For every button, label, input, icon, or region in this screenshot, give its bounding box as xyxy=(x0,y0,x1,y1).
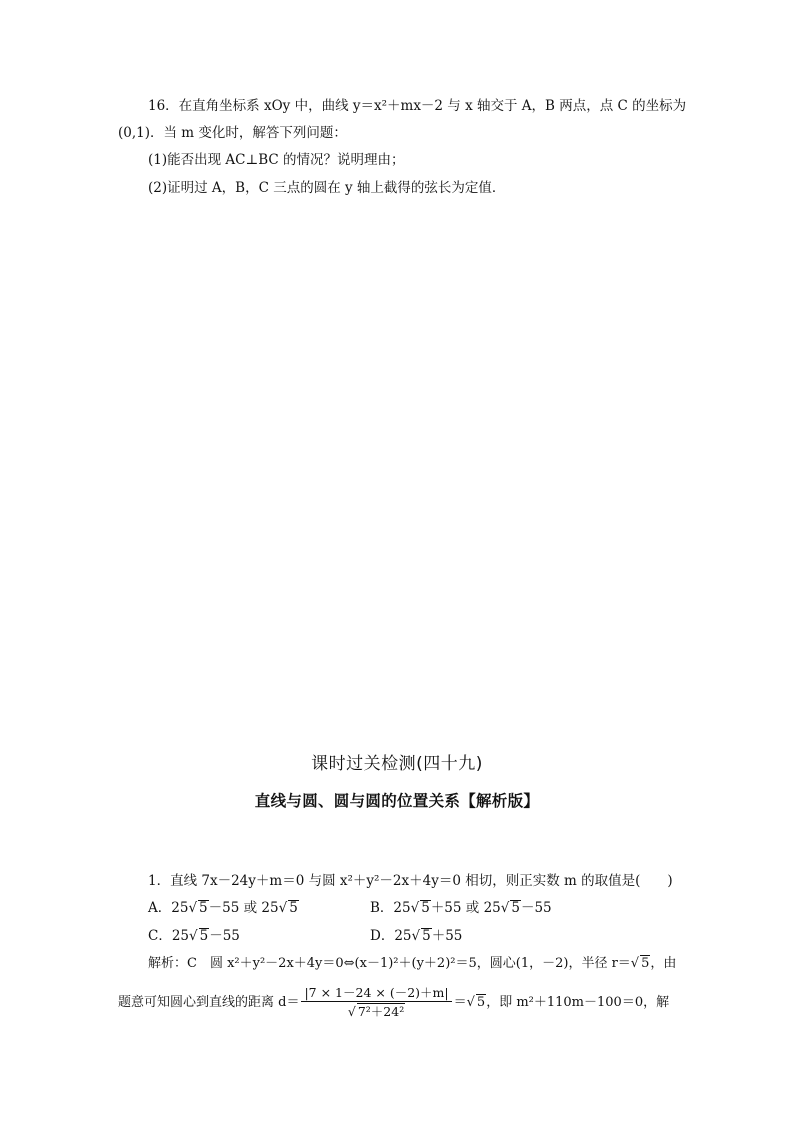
option-a-rest: －55 或 25 xyxy=(208,900,279,916)
option-d-label: D．25 xyxy=(370,928,412,944)
distance-fraction xyxy=(301,985,451,1020)
option-a xyxy=(148,898,299,918)
solution-line2-text: 题意可知圆心到直线的距离 d＝ xyxy=(118,995,300,1010)
option-d xyxy=(370,926,462,946)
sqrt-symbol: √ xyxy=(466,995,475,1010)
option-c-label: C．25 xyxy=(148,928,190,944)
problem16-question1: (1)能否出现 AC⊥BC 的情况？说明理由； xyxy=(148,152,405,168)
radicand: 5 xyxy=(421,900,430,916)
sqrt-symbol: √ xyxy=(630,956,640,971)
equals-sign: ＝ xyxy=(453,995,467,1010)
solution-line1-end: ，由 xyxy=(650,956,677,971)
option-d-rest: ＋55 xyxy=(431,928,463,944)
section-title: 课时过关检测(四十九) xyxy=(311,754,483,774)
problem1-stem: 1．直线 7x－24y＋m＝0 与圆 x²＋y²－2x＋4y＝0 相切，则正实数 m 的取值是( ) xyxy=(148,873,673,889)
option-b-tail: －55 xyxy=(520,900,552,916)
solution-line2 xyxy=(118,985,669,1021)
sqrt-symbol: √ xyxy=(278,900,288,916)
sqrt-symbol: √ xyxy=(500,900,510,916)
option-a-label: A．25 xyxy=(148,900,189,916)
radicand: 5 xyxy=(199,900,208,916)
radicand: 5 xyxy=(476,995,486,1010)
fraction-denominator xyxy=(301,1002,451,1020)
radicand: 5 xyxy=(289,900,298,916)
section-subtitle: 直线与圆、圆与圆的位置关系【解析版】 xyxy=(254,792,540,810)
sqrt-symbol: √ xyxy=(410,900,420,916)
sqrt-symbol: √ xyxy=(347,1004,356,1019)
solution-line1-text: 解析：C 圆 x²＋y²－2x＋4y＝0⇔(x－1)²＋(y＋2)²＝5，圆心(1，－2)，半径 r＝ xyxy=(148,956,631,971)
problem16-question2: (2)证明过 A，B，C 三点的圆在 y 轴上截得的弦长为定值． xyxy=(148,180,506,196)
solution-line1 xyxy=(148,954,676,974)
sqrt-symbol: √ xyxy=(411,928,421,944)
radicand: 5 xyxy=(641,956,650,971)
radicand: 5 xyxy=(199,928,209,944)
radicand: 5 xyxy=(511,900,520,916)
sqrt-symbol: √ xyxy=(188,900,198,916)
fraction-numerator: |7 × 1－24 × (－2)＋m| xyxy=(301,985,451,1002)
solution-line2-end: ，即 m²＋110m－100＝0，解 xyxy=(486,995,670,1010)
option-b-label: B．25 xyxy=(370,900,411,916)
option-c xyxy=(148,926,240,946)
problem16-line2: (0,1)．当 m 变化时，解答下列问题： xyxy=(118,125,347,141)
sqrt-symbol: √ xyxy=(189,928,198,944)
denominator-radicand: 7²＋24² xyxy=(357,1004,405,1019)
option-b xyxy=(370,898,552,918)
problem16-line1: 16．在直角坐标系 xOy 中，曲线 y＝x²＋mx－2 与 x 轴交于 A，B 两点，点 C 的坐标为 xyxy=(148,98,687,114)
option-b-rest: ＋55 或 25 xyxy=(430,900,501,916)
radicand: 5 xyxy=(422,928,431,944)
option-c-rest: －55 xyxy=(209,928,240,944)
